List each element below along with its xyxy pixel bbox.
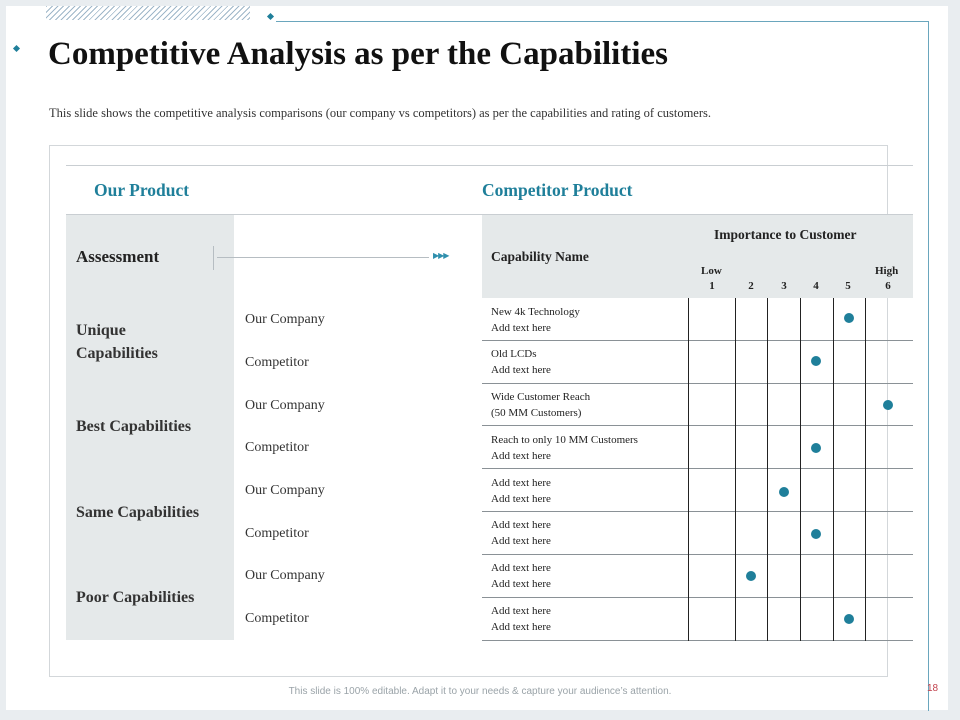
rating-dot bbox=[779, 487, 789, 497]
row-divider bbox=[482, 340, 913, 341]
capability-cell bbox=[491, 603, 551, 635]
arrow-icon: ▶▶▶ bbox=[433, 251, 449, 260]
capability-line: Add text here bbox=[491, 477, 551, 489]
capability-line: Add text here bbox=[491, 493, 551, 505]
capability-cell bbox=[491, 517, 551, 549]
capability-line: Add text here bbox=[491, 621, 551, 633]
grid-column-line bbox=[735, 298, 736, 641]
scale-number: 1 bbox=[709, 280, 715, 292]
competitor-product-header: Competitor Product bbox=[482, 180, 633, 200]
scale-number: 2 bbox=[748, 280, 754, 292]
row-entity: Competitor bbox=[245, 526, 309, 541]
scale-low-label: Low bbox=[701, 265, 722, 277]
frame-top-line bbox=[276, 21, 928, 22]
capability-line: Wide Customer Reach bbox=[491, 391, 591, 403]
grid-column-line bbox=[865, 298, 866, 641]
footer-note: This slide is 100% editable. Adapt it to your needs & capture your audience’s attention. bbox=[288, 686, 672, 697]
capability-line: Add text here bbox=[491, 605, 551, 617]
grid-column-line bbox=[833, 298, 834, 641]
row-divider bbox=[482, 468, 913, 469]
capability-line: Add text here bbox=[491, 450, 551, 462]
row-entity: Competitor bbox=[245, 355, 309, 370]
row-entity: Our Company bbox=[245, 312, 325, 327]
capability-line: Add text here bbox=[491, 519, 551, 531]
assessment-arrow-line bbox=[217, 257, 429, 258]
row-entity: Our Company bbox=[245, 398, 325, 413]
row-entity: Competitor bbox=[245, 440, 309, 455]
grid-column-line bbox=[800, 298, 801, 641]
importance-header: Importance to Customer bbox=[714, 227, 857, 242]
capability-line: New 4k Technology bbox=[491, 306, 580, 318]
row-entity: Our Company bbox=[245, 568, 325, 583]
capability-line: Add text here bbox=[491, 364, 551, 376]
capability-name-header: Capability Name bbox=[491, 249, 589, 264]
row-divider bbox=[482, 425, 913, 426]
capability-line: Add text here bbox=[491, 322, 551, 334]
row-divider bbox=[482, 383, 913, 384]
grid-column-line bbox=[688, 298, 689, 641]
rating-dot bbox=[811, 356, 821, 366]
capability-line: Old LCDs bbox=[491, 348, 537, 360]
capability-cell bbox=[491, 560, 551, 592]
capability-cell bbox=[491, 389, 590, 421]
capability-line: Add text here bbox=[491, 535, 551, 547]
row-divider bbox=[482, 640, 913, 641]
page-number: 18 bbox=[927, 683, 939, 694]
assessment-label: Assessment bbox=[76, 247, 160, 266]
capability-cell bbox=[491, 475, 551, 507]
scale-number: 5 bbox=[845, 280, 851, 292]
capability-line: Reach to only 10 MM Customers bbox=[491, 434, 638, 446]
scale-number: 3 bbox=[781, 280, 787, 292]
capability-cell bbox=[491, 432, 638, 464]
capability-line: (50 MM Customers) bbox=[491, 407, 582, 419]
rating-dot bbox=[844, 313, 854, 323]
rating-dot bbox=[844, 614, 854, 624]
rating-dot bbox=[811, 443, 821, 453]
hatch-decoration bbox=[46, 6, 250, 20]
slide-title: Competitive Analysis as per the Capabilities bbox=[48, 36, 668, 72]
capability-line: Add text here bbox=[491, 562, 551, 574]
row-divider bbox=[482, 511, 913, 512]
category-unique: Unique Capabilities bbox=[76, 322, 158, 362]
capability-cell bbox=[491, 346, 551, 378]
row-entity: Competitor bbox=[245, 611, 309, 626]
capability-cell bbox=[491, 304, 580, 336]
rating-dot bbox=[746, 571, 756, 581]
rating-dot bbox=[811, 529, 821, 539]
row-divider bbox=[482, 554, 913, 555]
scale-number: 4 bbox=[813, 280, 819, 292]
category-same: Same Capabilities bbox=[76, 504, 200, 521]
scale-high-label: High bbox=[875, 265, 899, 277]
row-entity: Our Company bbox=[245, 483, 325, 498]
row-divider bbox=[482, 597, 913, 598]
grid-column-line bbox=[767, 298, 768, 641]
slide-subtitle: This slide shows the competitive analysis comparisons (our company vs competitors) as per the capabilities and rating of customers. bbox=[49, 106, 711, 120]
header-divider-top bbox=[66, 165, 913, 166]
our-product-header: Our Product bbox=[94, 180, 190, 200]
assessment-divider bbox=[213, 246, 214, 270]
scale-number: 6 bbox=[885, 280, 891, 292]
category-poor: Poor Capabilities bbox=[76, 589, 195, 606]
rating-dot bbox=[883, 400, 893, 410]
capability-line: Add text here bbox=[491, 578, 551, 590]
category-best: Best Capabilities bbox=[76, 418, 192, 435]
frame-right-line bbox=[928, 21, 929, 711]
